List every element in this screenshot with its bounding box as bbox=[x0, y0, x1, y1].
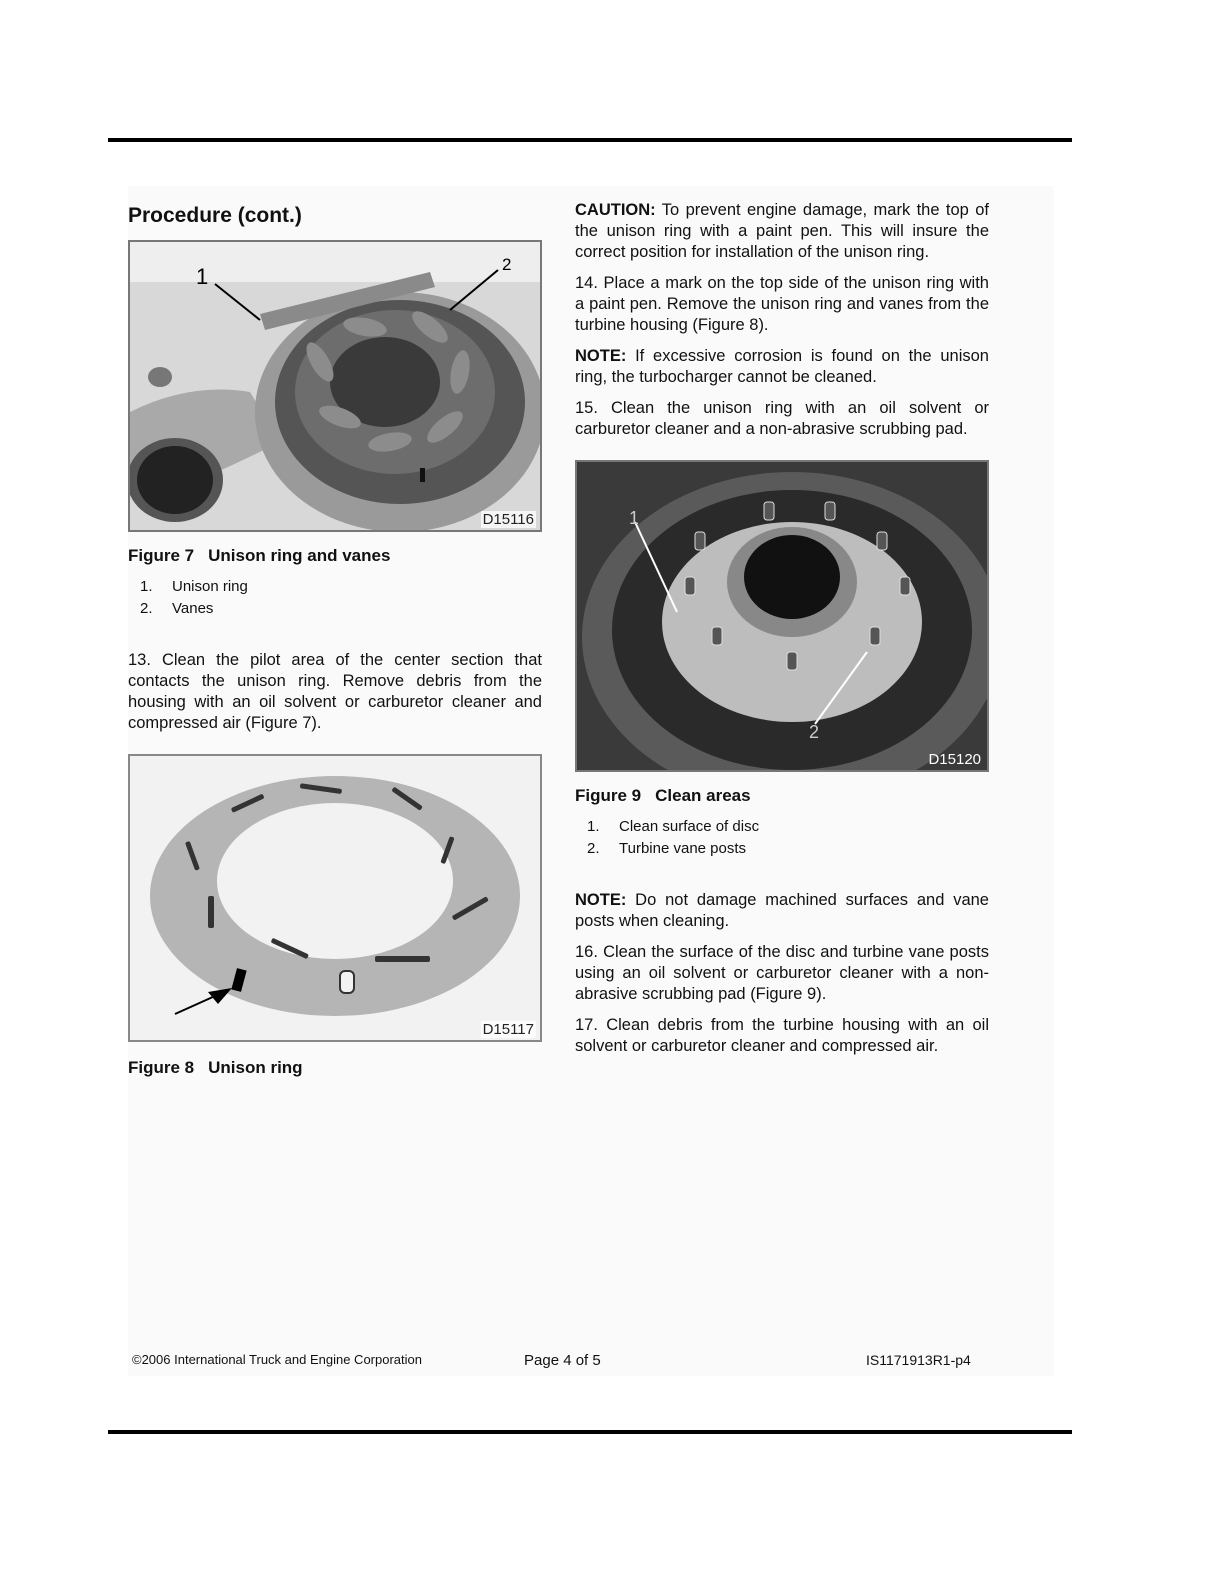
fig9-callout-2: 2 bbox=[809, 722, 820, 742]
figure-8-number: Figure 8 bbox=[128, 1058, 195, 1077]
legend-number: 2. bbox=[587, 840, 600, 857]
legend-item bbox=[140, 576, 542, 598]
caution-label: CAUTION: bbox=[575, 201, 656, 219]
note-2-text: Do not damage machined surfaces and vane posts when cleaning. bbox=[575, 891, 989, 930]
note-2-label: NOTE: bbox=[575, 891, 627, 909]
figure-9-caption bbox=[575, 786, 989, 806]
step-14: 14. Place a mark on the top side of the unison ring with a paint pen. Remove the unison ring and vanes from the turbine housing (Figure 8). bbox=[575, 274, 989, 334]
caution-paragraph bbox=[575, 200, 989, 263]
figure-7-title: Unison ring and vanes bbox=[208, 546, 391, 565]
figure-9-number: Figure 9 bbox=[575, 786, 642, 805]
figure-7-legend bbox=[140, 576, 542, 620]
figure-8-id: D15117 bbox=[482, 1021, 534, 1038]
figure-7-image bbox=[128, 240, 542, 532]
figure-9-title: Clean areas bbox=[655, 786, 751, 805]
legend-number: 2. bbox=[140, 600, 153, 617]
note-1-label: NOTE: bbox=[575, 347, 627, 365]
legend-item bbox=[587, 838, 989, 860]
legend-text: Unison ring bbox=[172, 578, 248, 595]
step-17: 17. Clean debris from the turbine housing with an oil solvent or carburetor cleaner and compressed air. bbox=[575, 1016, 989, 1055]
legend-text: Clean surface of disc bbox=[619, 818, 760, 835]
left-column bbox=[128, 200, 542, 1088]
figure-9-image bbox=[575, 460, 989, 772]
figure-8-image bbox=[128, 754, 542, 1042]
footer-page-number: Page 4 of 5 bbox=[524, 1352, 601, 1369]
legend-item bbox=[140, 598, 542, 620]
figure-9-legend bbox=[587, 816, 989, 860]
legend-item bbox=[587, 816, 989, 838]
turbine-housing-illustration bbox=[130, 242, 540, 530]
figure-7-number: Figure 7 bbox=[128, 546, 195, 565]
fig7-callout-1: 1 bbox=[196, 264, 209, 289]
turbine-disc-illustration bbox=[577, 462, 987, 770]
note-1-paragraph bbox=[575, 346, 989, 388]
figure-8-title: Unison ring bbox=[208, 1058, 303, 1077]
unison-ring-illustration bbox=[130, 756, 540, 1040]
bottom-rule bbox=[108, 1430, 1072, 1434]
legend-text: Vanes bbox=[172, 600, 214, 617]
right-column bbox=[575, 200, 989, 1067]
legend-number: 1. bbox=[587, 818, 600, 835]
caution-text: To prevent engine damage, mark the top of the unison ring with a paint pen. This will insure the correct position for installation of the unison ring. bbox=[575, 201, 989, 261]
footer-doc-id: IS1171913R1-p4 bbox=[866, 1352, 971, 1368]
step-13: 13. Clean the pilot area of the center section that contacts the unison ring. Remove debris from the housing with an oil solvent or carburetor cleaner and compressed air (Figure 7). bbox=[128, 651, 542, 732]
footer-copyright: ©2006 International Truck and Engine Corporation bbox=[132, 1352, 422, 1367]
fig7-callout-2: 2 bbox=[502, 255, 512, 274]
fig9-callout-1: 1 bbox=[629, 508, 640, 528]
step-15: 15. Clean the unison ring with an oil solvent or carburetor cleaner and a non-abrasive scrubbing pad. bbox=[575, 399, 989, 438]
section-heading: Procedure (cont.) bbox=[128, 204, 302, 227]
step-16: 16. Clean the surface of the disc and turbine vane posts using an oil solvent or carburetor cleaner with a non-abrasive scrubbing pad (Figure 9). bbox=[575, 943, 989, 1003]
figure-7-id: D15116 bbox=[482, 511, 534, 528]
figure-7-caption bbox=[128, 546, 542, 566]
figure-9-id: D15120 bbox=[928, 751, 981, 768]
note-1-text: If excessive corrosion is found on the unison ring, the turbocharger cannot be cleaned. bbox=[575, 347, 989, 386]
legend-text: Turbine vane posts bbox=[619, 840, 747, 857]
legend-number: 1. bbox=[140, 578, 153, 595]
figure-8-caption bbox=[128, 1058, 542, 1078]
note-2-paragraph bbox=[575, 890, 989, 932]
top-rule bbox=[108, 138, 1072, 142]
